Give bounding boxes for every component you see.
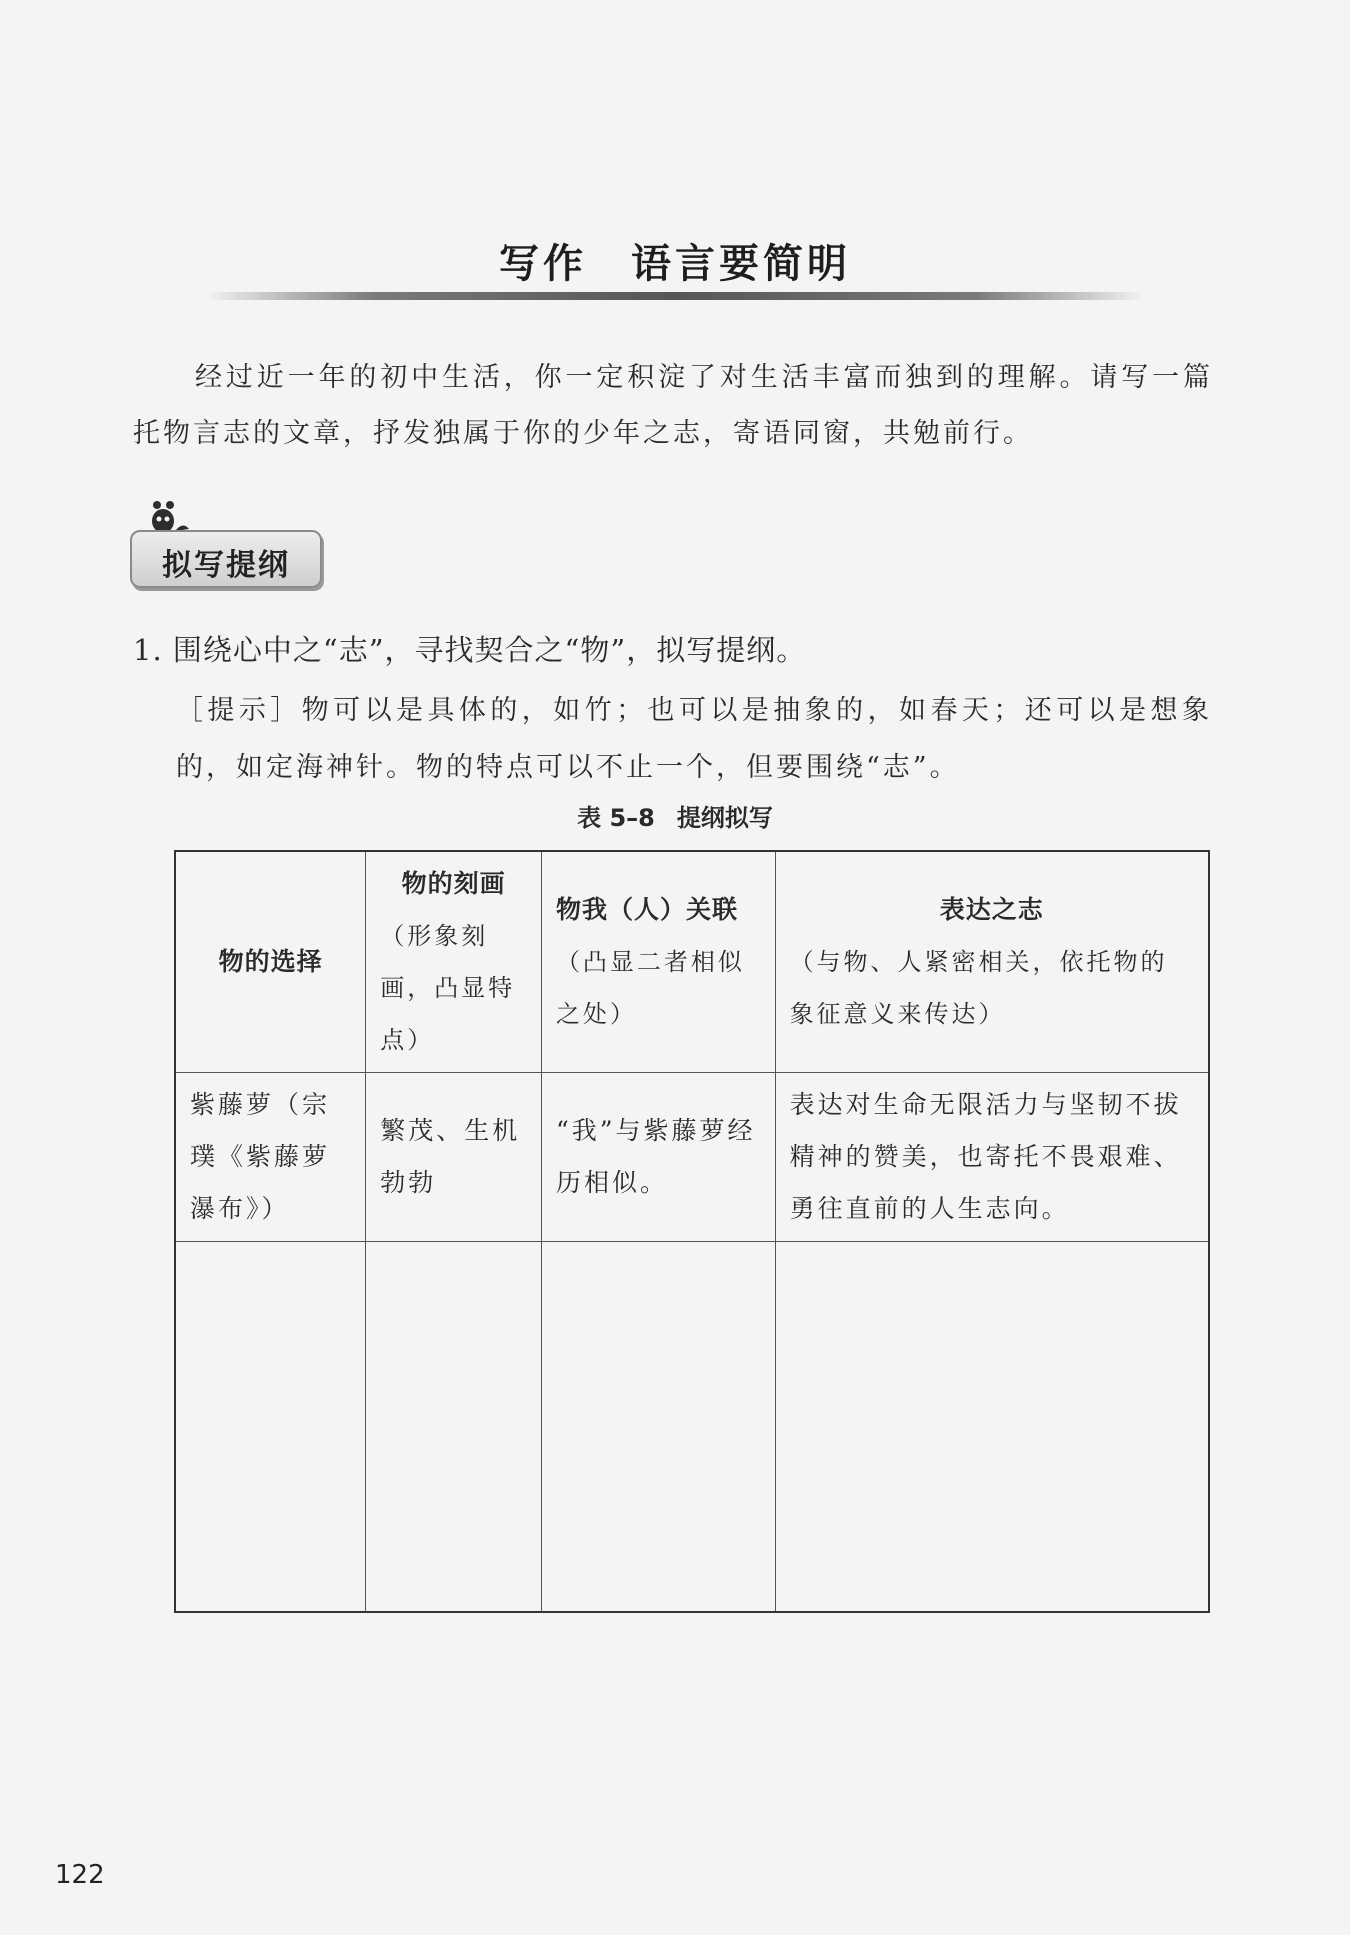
cell-portrayal: 繁茂、生机勃勃 bbox=[366, 1073, 542, 1242]
table-caption-number: 表 5–8 bbox=[577, 804, 655, 832]
table-row-example bbox=[175, 1073, 1209, 1242]
page-number: 122 bbox=[55, 1860, 105, 1890]
header-relation-sub: （凸显二者相似之处） bbox=[555, 948, 745, 1028]
header-aspiration bbox=[775, 851, 1209, 1073]
header-portrayal-sub: （形象刻画，凸显特点） bbox=[380, 922, 516, 1054]
blank-cell-aspiration[interactable] bbox=[775, 1242, 1209, 1612]
question-1: 1. 围绕心中之“志”，寻找契合之“物”，拟写提纲。 bbox=[133, 633, 807, 667]
section-label: 拟写提纲 bbox=[162, 548, 290, 583]
blank-cell-choice[interactable] bbox=[175, 1242, 366, 1612]
header-relation bbox=[541, 851, 775, 1073]
intro-paragraph: 经过近一年的初中生活，你一定积淀了对生活丰富而独到的理解。请写一篇托物言志的文章，抒发独属于你的少年之志，寄语同窗，共勉前行。 bbox=[133, 362, 1213, 449]
section-badge bbox=[130, 530, 322, 588]
table-row-blank bbox=[175, 1242, 1209, 1612]
header-portrayal bbox=[366, 851, 542, 1073]
title-underline bbox=[205, 292, 1145, 300]
outline-table bbox=[174, 850, 1210, 1613]
cell-relation: “我”与紫藤萝经历相似。 bbox=[541, 1073, 775, 1242]
cell-choice: 紫藤萝（宗璞《紫藤萝瀑布》） bbox=[175, 1073, 366, 1242]
blank-cell-portrayal[interactable] bbox=[366, 1242, 542, 1612]
header-choice-title: 物的选择 bbox=[218, 947, 323, 976]
table-caption-title: 提纲拟写 bbox=[676, 804, 773, 832]
header-relation-title: 物我（人）关联 bbox=[555, 895, 738, 924]
page-title: 写作 语言要简明 bbox=[499, 241, 851, 287]
header-aspiration-title: 表达之志 bbox=[939, 895, 1044, 924]
hint-text: ［提示］物可以是具体的，如竹；也可以是抽象的，如春天；还可以是想象的，如定海神针。物的特点可以不止一个，但要围绕“志”。 bbox=[176, 695, 1212, 783]
table-caption bbox=[0, 798, 1350, 833]
header-choice bbox=[175, 851, 366, 1073]
header-aspiration-sub: （与物、人紧密相关，依托物的象征意义来传达） bbox=[789, 948, 1168, 1028]
header-portrayal-title: 物的刻画 bbox=[401, 869, 506, 898]
mascot-icon bbox=[143, 495, 193, 535]
blank-cell-relation[interactable] bbox=[541, 1242, 775, 1612]
cell-aspiration: 表达对生命无限活力与坚韧不拔精神的赞美，也寄托不畏艰难、勇往直前的人生志向。 bbox=[775, 1073, 1209, 1242]
table-header-row bbox=[175, 851, 1209, 1073]
